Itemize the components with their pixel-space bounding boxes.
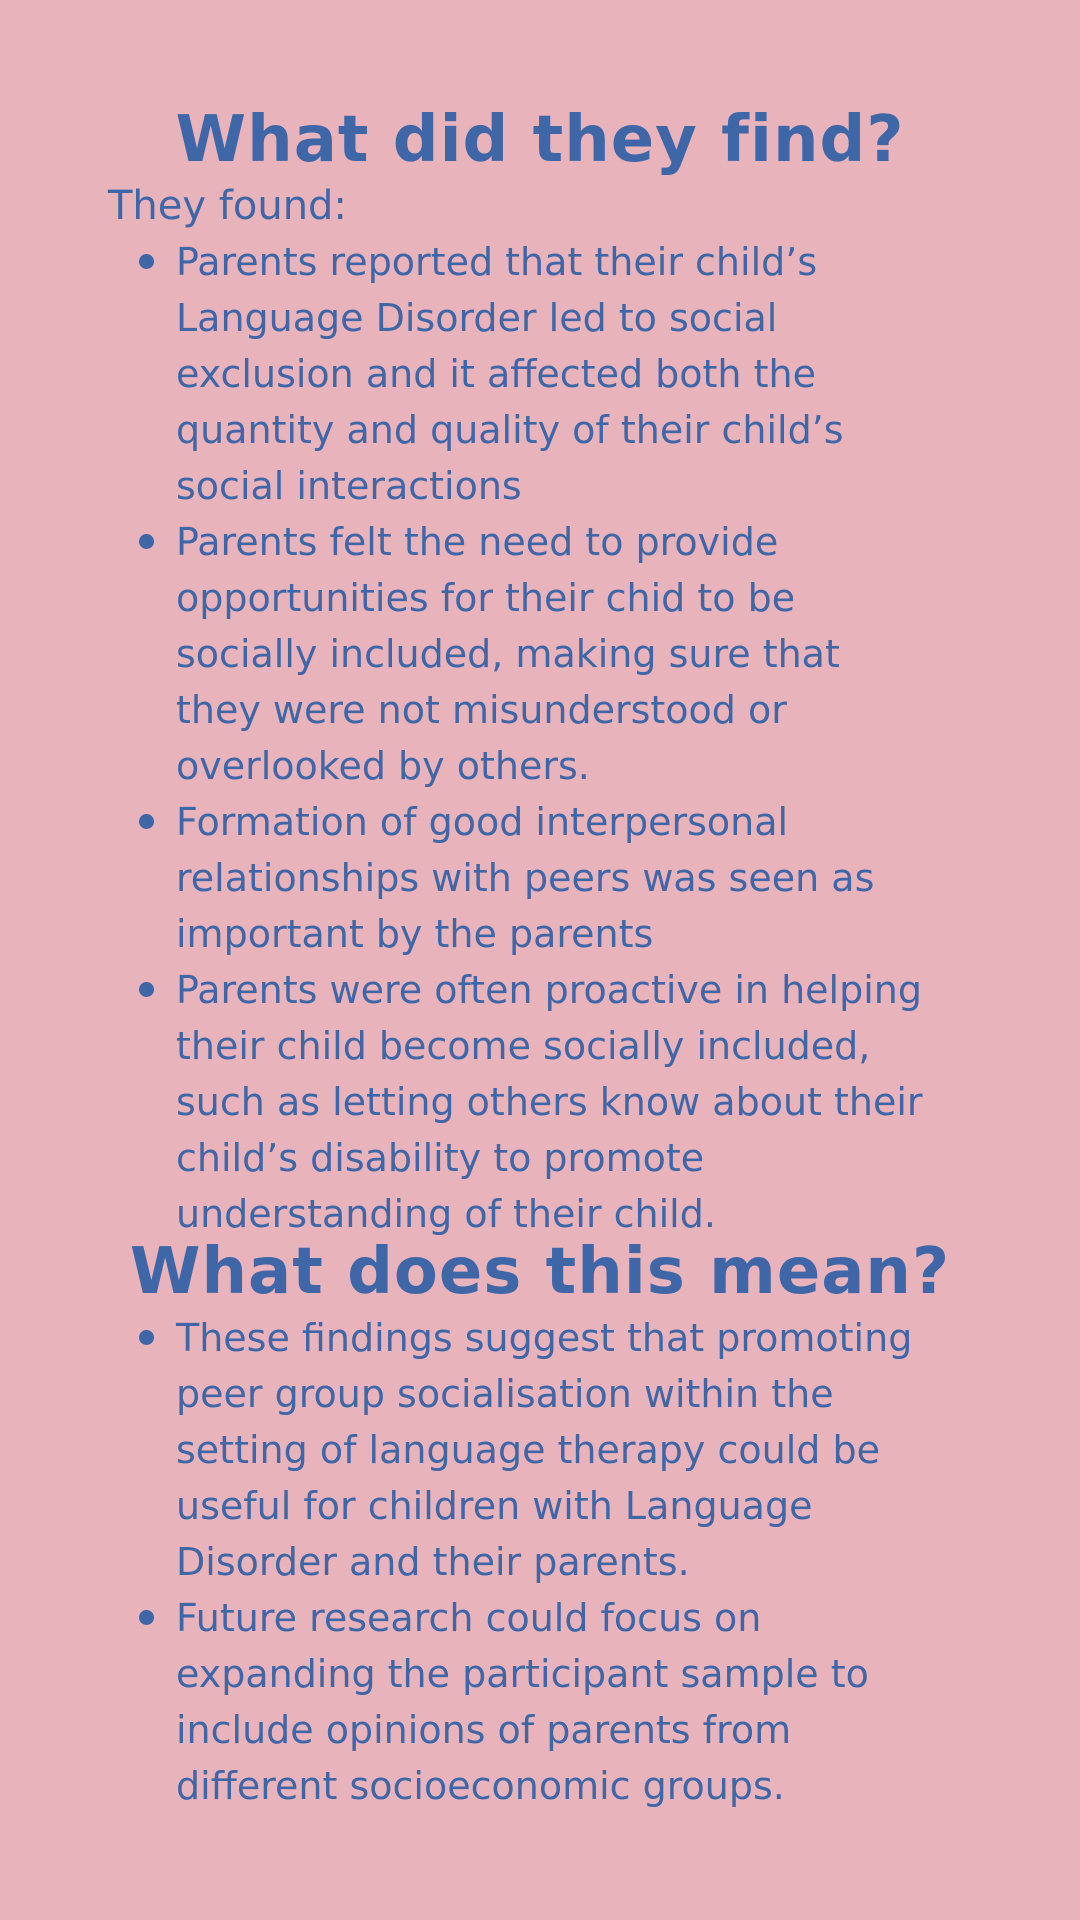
list-item-text: Parents felt the need to provide opportunities for their chid to be socially included, making sure that they were not misunderstood or overlooked by others. <box>176 520 840 788</box>
list-item <box>0 514 1080 794</box>
list-item-text: These findings suggest that promoting peer group socialisation within the setting of language therapy could be useful for children with Language Disorder and their parents. <box>176 1316 913 1584</box>
list-item-text: Future research could focus on expanding the participant sample to include opinions of parents from different socioeconomic groups. <box>176 1596 869 1808</box>
bullet-icon <box>139 814 154 829</box>
bullet-icon <box>139 534 154 549</box>
list-item <box>0 1310 1080 1590</box>
list-item-text: Formation of good interpersonal relationships with peers was seen as important by the parents <box>176 800 875 956</box>
list-item <box>0 794 1080 962</box>
list-item <box>0 234 1080 514</box>
bullet-icon <box>139 1330 154 1345</box>
bullet-icon <box>139 254 154 269</box>
meaning-list <box>0 1310 1080 1814</box>
list-item <box>0 962 1080 1242</box>
bullet-icon <box>139 1610 154 1625</box>
bullet-icon <box>139 982 154 997</box>
list-item <box>0 1590 1080 1814</box>
findings-intro: They found: <box>108 183 347 229</box>
findings-heading: What did they find? <box>175 103 905 177</box>
findings-list <box>0 234 1080 1242</box>
list-item-text: Parents were often proactive in helping their child become socially included, such as letting others know about their child’s disability to promote understanding of their child. <box>176 968 923 1236</box>
list-item-text: Parents reported that their child’s Language Disorder led to social exclusion and it affected both the quantity and quality of their child’s social interactions <box>176 240 844 508</box>
meaning-heading: What does this mean? <box>129 1235 951 1309</box>
